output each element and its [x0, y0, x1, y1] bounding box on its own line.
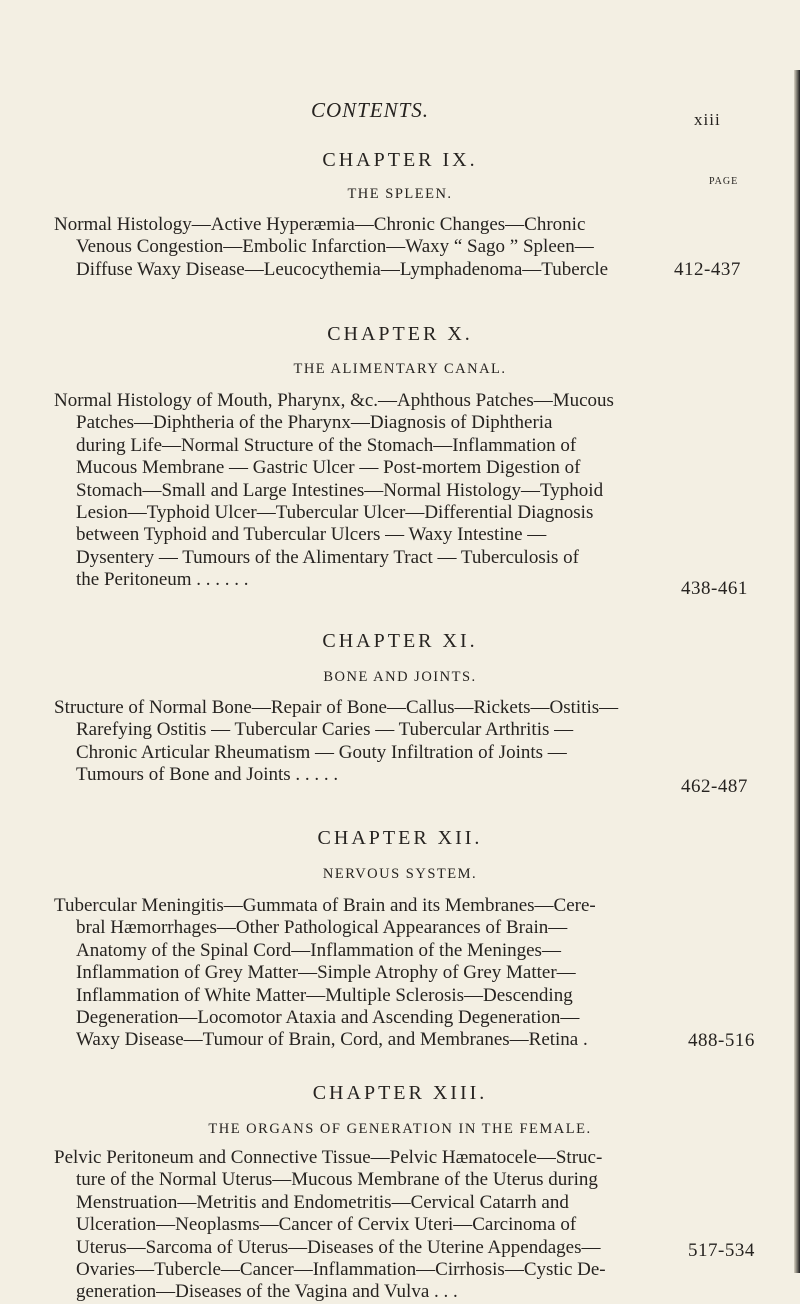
chapter-heading: CHAPTER X.	[327, 323, 473, 345]
summary-line: Waxy Disease—Tumour of Brain, Cord, and Membranes—Retina .	[76, 1029, 588, 1051]
summary-line: generation—Diseases of the Vagina and Vulva . . .	[76, 1281, 458, 1303]
chapter-summary	[54, 390, 754, 592]
summary-line: Ovaries—Tubercle—Cancer—Inflammation—Cirrhosis—Cystic De-	[76, 1259, 606, 1281]
summary-line: Chronic Articular Rheumatism — Gouty Infiltration of Joints —	[76, 741, 567, 763]
chapter-subtitle: THE SPLEEN.	[347, 186, 453, 202]
summary-line: Patches—Diphtheria of the Pharynx—Diagnosis of Diphtheria	[76, 412, 553, 434]
summary-line: Normal Histology—Active Hyperæmia—Chronic Changes—Chronic	[54, 214, 586, 235]
chapter-subtitle: NERVOUS SYSTEM.	[322, 866, 478, 882]
summary-line: Mucous Membrane — Gastric Ulcer — Post-mortem Digestion of	[76, 457, 581, 479]
summary-line: Menstruation—Metritis and Endometritis—Cervical Catarrh and	[76, 1191, 569, 1213]
summary-line: Tumours of Bone and Joints . . . . .	[76, 764, 339, 786]
summary-line: Rarefying Ostitis — Tubercular Caries — Tubercular Arthritis —	[76, 719, 574, 741]
page-range: 412-437	[674, 259, 741, 280]
chapter-summary	[54, 1147, 754, 1304]
summary-line: ture of the Normal Uterus—Mucous Membrane of the Uterus during	[76, 1169, 598, 1191]
summary-line: Anatomy of the Spinal Cord—Inflammation of the Meninges—	[76, 939, 561, 961]
summary-line: during Life—Normal Structure of the Stomach—Inflammation of	[76, 434, 577, 456]
chapter-heading: CHAPTER XII.	[317, 827, 483, 849]
chapter-summary	[54, 895, 754, 1052]
page-range: 438-461	[681, 578, 748, 599]
summary-line: Dysentery — Tumours of the Alimentary Tract — Tuberculosis of	[76, 546, 579, 568]
chapter-heading: CHAPTER IX.	[322, 149, 478, 171]
summary-line: Diffuse Waxy Disease—Leucocythemia—Lymphadenoma—Tubercle	[76, 258, 609, 280]
summary-line: the Peritoneum . . . . . .	[76, 569, 249, 591]
chapter-subtitle: THE ALIMENTARY CANAL.	[293, 361, 507, 377]
summary-line: Uterus—Sarcoma of Uterus—Diseases of the Uterine Appendages—	[76, 1236, 601, 1258]
summary-line: Degeneration—Locomotor Ataxia and Ascending Degeneration—	[76, 1007, 580, 1029]
page-range: 488-516	[688, 1030, 755, 1051]
page-number: xiii	[694, 110, 721, 129]
summary-line: Lesion—Typhoid Ulcer—Tubercular Ulcer—Differential Diagnosis	[76, 502, 594, 524]
summary-line: Inflammation of White Matter—Multiple Sclerosis—Descending	[76, 984, 573, 1006]
page-range: 462-487	[681, 776, 748, 797]
chapter-heading: CHAPTER XI.	[322, 630, 478, 652]
chapter-subtitle: BONE AND JOINTS.	[323, 669, 477, 685]
summary-line: Normal Histology of Mouth, Pharynx, &c.—Aphthous Patches—Mucous	[54, 390, 614, 411]
summary-line: Ulceration—Neoplasms—Cancer of Cervix Uteri—Carcinoma of	[76, 1214, 577, 1236]
chapter-subtitle: THE ORGANS OF GENERATION IN THE FEMALE.	[208, 1121, 592, 1137]
chapter-heading: CHAPTER XIII.	[312, 1082, 488, 1104]
summary-line: Venous Congestion—Embolic Infarction—Waxy “ Sago ” Spleen—	[76, 236, 594, 258]
chapter-summary	[54, 697, 754, 787]
page-range: 517-534	[688, 1240, 755, 1261]
running-title: CONTENTS.	[310, 98, 430, 122]
summary-line: bral Hæmorrhages—Other Pathological Appearances of Brain—	[76, 917, 568, 939]
summary-line: Stomach—Small and Large Intestines—Normal Histology—Typhoid	[76, 479, 604, 501]
page-column-label: PAGE	[709, 176, 739, 187]
summary-line: between Typhoid and Tubercular Ulcers — Waxy Intestine —	[76, 524, 547, 546]
page-edge-shadow	[794, 70, 800, 1273]
chapter-summary	[54, 214, 754, 281]
summary-line: Inflammation of Grey Matter—Simple Atrophy of Grey Matter—	[76, 962, 576, 984]
summary-line: Pelvic Peritoneum and Connective Tissue—Pelvic Hæmatocele—Struc-	[54, 1147, 603, 1168]
summary-line: Tubercular Meningitis—Gummata of Brain and its Membranes—Cere-	[54, 895, 596, 916]
summary-line: Structure of Normal Bone—Repair of Bone—Callus—Rickets—Ostitis—	[54, 697, 619, 718]
